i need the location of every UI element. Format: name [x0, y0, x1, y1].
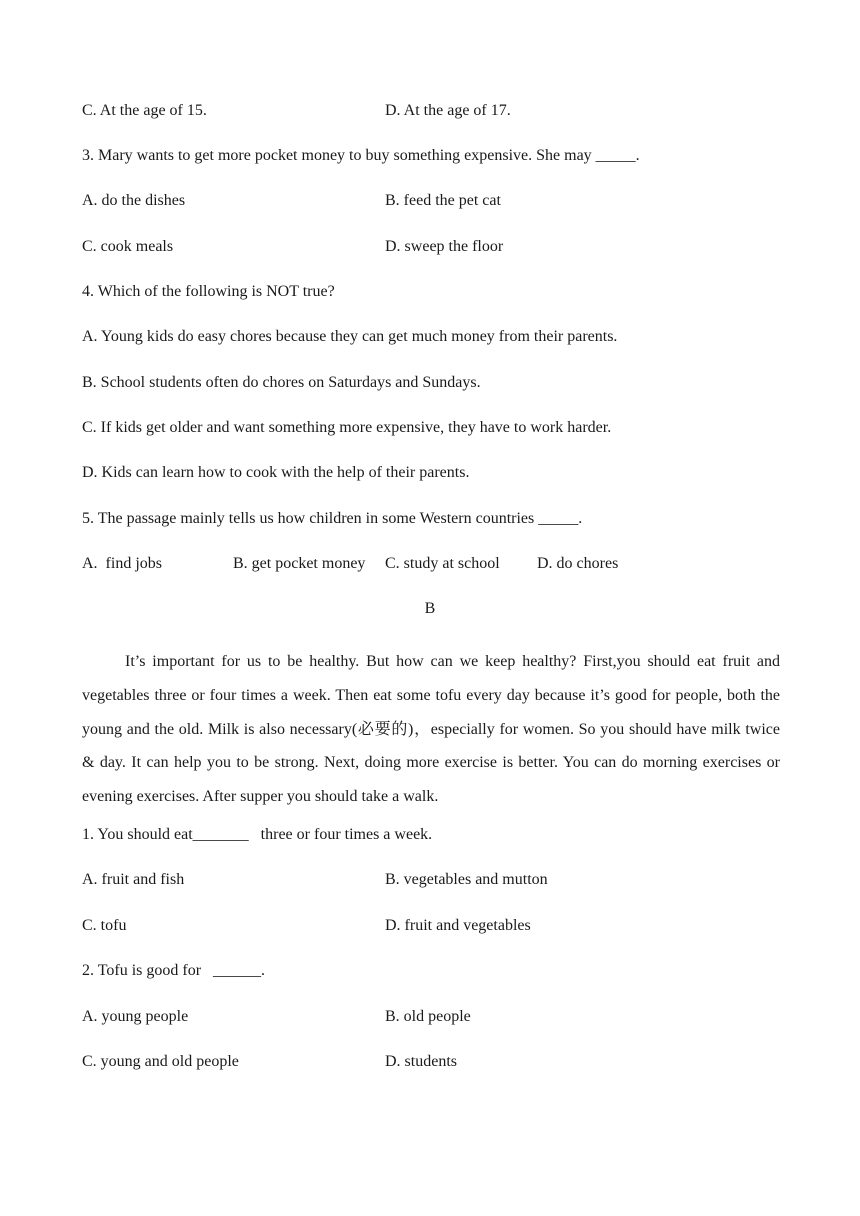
option-a: A. find jobs: [82, 555, 162, 572]
question-5-stem: 5. The passage mainly tells us how children in some Western countries _____.: [82, 510, 583, 527]
option-d: D. Kids can learn how to cook with the help of their parents.: [82, 464, 470, 481]
option-d: D. sweep the floor: [385, 238, 504, 255]
reading-passage: It’s important for us to be healthy. But how can we keep healthy? First,you should eat fruit and vegetables three or four times a week. Then eat some tofu every day because it’s good for people, both the young and the old. Milk is also necessary(必要的)，especially for women. So you should have milk twice & day. It can help you to be strong. Next, doing more exercise is better. You can do morning exercises or evening exercises. After supper you should take a walk.: [82, 653, 780, 806]
option-b: B. get pocket money: [233, 555, 366, 572]
question-5-options: [82, 554, 782, 574]
question-2-stem: 2. Tofu is good for ______.: [82, 962, 266, 979]
option-d: D. do chores: [537, 555, 619, 572]
option-a: A. young people: [82, 1008, 189, 1025]
option-c: C. If kids get older and want something more expensive, they have to work harder.: [82, 419, 612, 436]
option-c: C. cook meals: [82, 238, 174, 255]
section-heading: B: [424, 600, 436, 617]
option-b: B. School students often do chores on Saturdays and Sundays.: [82, 374, 481, 391]
option-b: B. feed the pet cat: [385, 192, 501, 209]
question-1-stem: 1. You should eat_______ three or four times a week.: [82, 826, 433, 843]
question-4-stem: 4. Which of the following is NOT true?: [82, 283, 335, 300]
option-c: C. young and old people: [82, 1053, 239, 1070]
option-d: D. students: [385, 1053, 457, 1070]
option-d: D. fruit and vegetables: [385, 917, 531, 934]
option-d: D. At the age of 17.: [385, 102, 511, 119]
option-c: C. study at school: [385, 555, 500, 572]
option-b: B. old people: [385, 1008, 471, 1025]
option-a: A. do the dishes: [82, 192, 186, 209]
option-b: B. vegetables and mutton: [385, 871, 548, 888]
option-c: C. tofu: [82, 917, 127, 934]
option-a: A. Young kids do easy chores because they can get much money from their parents.: [82, 328, 618, 345]
option-c: C. At the age of 15.: [82, 102, 207, 119]
question-3-stem: 3. Mary wants to get more pocket money to buy something expensive. She may _____.: [82, 147, 640, 164]
option-a: A. fruit and fish: [82, 871, 185, 888]
